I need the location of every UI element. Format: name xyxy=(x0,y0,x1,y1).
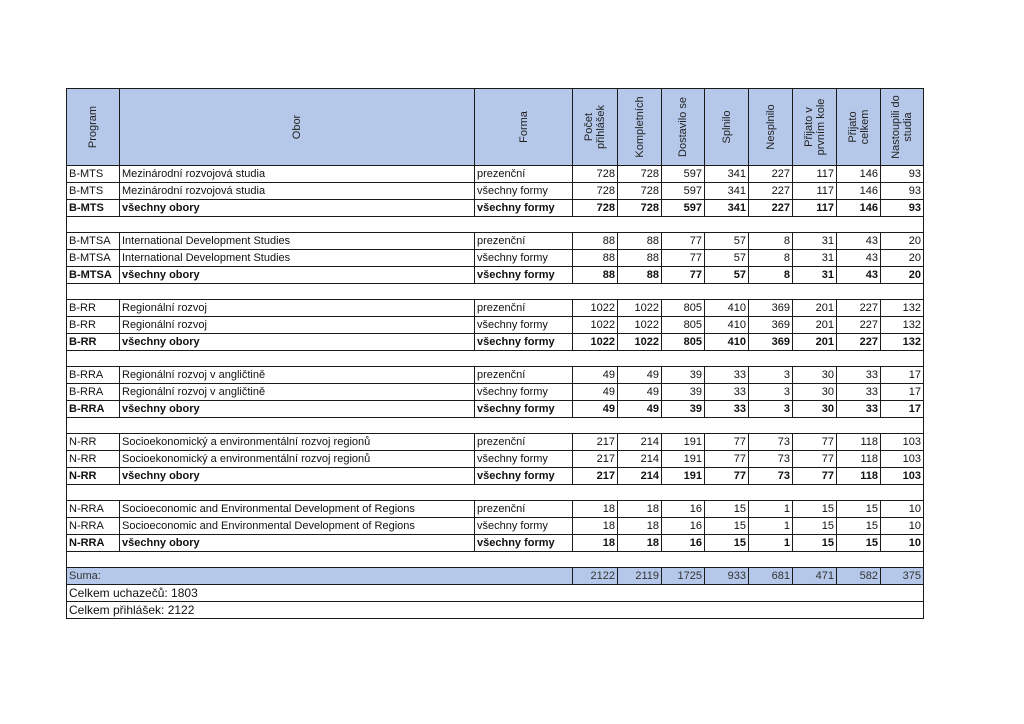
table-row xyxy=(67,166,924,183)
cell-value: 132 xyxy=(881,334,924,351)
cell-value: 8 xyxy=(749,267,793,284)
table-row xyxy=(67,367,924,384)
cell-obor: všechny obory xyxy=(120,334,475,351)
cell-value: 201 xyxy=(793,317,837,334)
cell-value: 805 xyxy=(662,317,705,334)
header-label: Počet xyxy=(583,112,595,142)
header-label: Přijato v xyxy=(802,107,815,147)
cell-program: N-RR xyxy=(67,434,120,451)
cell-value: 1022 xyxy=(618,317,662,334)
cell-value: 39 xyxy=(662,401,705,418)
cell-value: 3 xyxy=(749,367,793,384)
cell-value: 18 xyxy=(573,518,618,535)
cell-forma: všechny formy xyxy=(475,250,573,267)
total-applications: Celkem přihlášek: 2122 xyxy=(67,602,924,619)
cell-value: 31 xyxy=(793,250,837,267)
cell-value: 597 xyxy=(662,166,705,183)
cell-value: 15 xyxy=(705,518,749,535)
cell-value: 77 xyxy=(705,468,749,485)
cell-value: 10 xyxy=(881,535,924,552)
cell-value: 93 xyxy=(881,183,924,200)
cell-value: 15 xyxy=(793,535,837,552)
cell-value: 103 xyxy=(881,451,924,468)
cell-value: 1 xyxy=(749,501,793,518)
cell-value: 728 xyxy=(573,183,618,200)
cell-forma: prezenční xyxy=(475,300,573,317)
cell-value: 1022 xyxy=(573,317,618,334)
cell-forma: všechny formy xyxy=(475,317,573,334)
cell-value: 132 xyxy=(881,317,924,334)
header-prijato-celkem xyxy=(837,89,881,166)
table-row xyxy=(67,233,924,250)
cell-value: 15 xyxy=(793,518,837,535)
cell-value: 18 xyxy=(573,501,618,518)
suma-row xyxy=(67,568,924,585)
cell-obor: Socioeconomic and Environmental Development of Regions xyxy=(120,518,475,535)
cell-obor: Regionální rozvoj xyxy=(120,300,475,317)
cell-value: 3 xyxy=(749,401,793,418)
cell-obor: Socioekonomický a environmentální rozvoj regionů xyxy=(120,451,475,468)
cell-value: 77 xyxy=(662,250,705,267)
cell-value: 88 xyxy=(573,233,618,250)
header-label: Forma xyxy=(517,111,530,143)
suma-value: 2122 xyxy=(573,568,618,585)
cell-value: 57 xyxy=(705,250,749,267)
cell-forma: všechny formy xyxy=(475,468,573,485)
cell-program: B-MTS xyxy=(67,166,120,183)
cell-value: 73 xyxy=(749,434,793,451)
cell-obor: Regionální rozvoj v angličtině xyxy=(120,367,475,384)
cell-obor: International Development Studies xyxy=(120,233,475,250)
cell-value: 227 xyxy=(749,183,793,200)
header-label: Obor xyxy=(291,114,303,140)
cell-value: 33 xyxy=(837,384,881,401)
cell-value: 18 xyxy=(618,501,662,518)
cell-value: 33 xyxy=(705,384,749,401)
spacer-cell xyxy=(67,284,924,300)
admissions-table-sheet xyxy=(66,88,924,619)
cell-value: 39 xyxy=(662,384,705,401)
cell-obor: International Development Studies xyxy=(120,250,475,267)
cell-value: 16 xyxy=(662,518,705,535)
cell-value: 201 xyxy=(793,300,837,317)
cell-value: 49 xyxy=(573,401,618,418)
cell-value: 15 xyxy=(837,518,881,535)
cell-value: 73 xyxy=(749,468,793,485)
header-row xyxy=(67,89,924,166)
header-nastoupili-do-studia xyxy=(881,89,924,166)
header-program xyxy=(67,89,120,166)
group-spacer-row xyxy=(67,351,924,367)
suma-value: 681 xyxy=(749,568,793,585)
cell-value: 88 xyxy=(618,233,662,250)
cell-value: 17 xyxy=(881,367,924,384)
cell-value: 117 xyxy=(793,166,837,183)
cell-value: 217 xyxy=(573,451,618,468)
cell-value: 214 xyxy=(618,434,662,451)
cell-value: 1022 xyxy=(573,334,618,351)
cell-program: B-RR xyxy=(67,317,120,334)
cell-value: 18 xyxy=(618,518,662,535)
cell-value: 410 xyxy=(705,334,749,351)
cell-program: B-RR xyxy=(67,300,120,317)
cell-value: 10 xyxy=(881,501,924,518)
cell-value: 1022 xyxy=(618,300,662,317)
cell-value: 227 xyxy=(837,334,881,351)
cell-forma: všechny formy xyxy=(475,384,573,401)
cell-obor: všechny obory xyxy=(120,401,475,418)
cell-value: 191 xyxy=(662,434,705,451)
cell-program: N-RR xyxy=(67,468,120,485)
group-spacer-row xyxy=(67,284,924,300)
cell-value: 214 xyxy=(618,468,662,485)
cell-obor: Mezinárodní rozvojová studia xyxy=(120,183,475,200)
cell-value: 43 xyxy=(837,267,881,284)
header-nesplnilo xyxy=(749,89,793,166)
cell-program: N-RR xyxy=(67,451,120,468)
cell-value: 18 xyxy=(618,535,662,552)
cell-forma: všechny formy xyxy=(475,267,573,284)
cell-forma: všechny formy xyxy=(475,334,573,351)
table-row xyxy=(67,501,924,518)
cell-value: 227 xyxy=(749,166,793,183)
table-row xyxy=(67,384,924,401)
header-forma xyxy=(475,89,573,166)
header-label: studia xyxy=(902,112,914,142)
cell-value: 15 xyxy=(705,501,749,518)
cell-value: 16 xyxy=(662,501,705,518)
table-row xyxy=(67,267,924,284)
cell-value: 18 xyxy=(573,535,618,552)
cell-value: 88 xyxy=(573,250,618,267)
cell-program: B-RRA xyxy=(67,384,120,401)
spacer-cell xyxy=(67,351,924,367)
cell-value: 146 xyxy=(837,200,881,217)
cell-value: 57 xyxy=(705,267,749,284)
table-row xyxy=(67,334,924,351)
spacer-cell xyxy=(67,485,924,501)
cell-value: 10 xyxy=(881,518,924,535)
cell-forma: všechny formy xyxy=(475,518,573,535)
table-row xyxy=(67,451,924,468)
cell-value: 31 xyxy=(793,267,837,284)
cell-value: 77 xyxy=(793,434,837,451)
cell-value: 728 xyxy=(573,200,618,217)
cell-value: 217 xyxy=(573,434,618,451)
group-spacer-row xyxy=(67,485,924,501)
header-label: prvním kole xyxy=(814,98,827,156)
header-label: Nastoupili do xyxy=(890,95,902,159)
cell-value: 117 xyxy=(793,200,837,217)
suma-value: 933 xyxy=(705,568,749,585)
cell-obor: Regionální rozvoj v angličtině xyxy=(120,384,475,401)
cell-value: 191 xyxy=(662,468,705,485)
cell-forma: všechny formy xyxy=(475,183,573,200)
table-row xyxy=(67,535,924,552)
cell-value: 3 xyxy=(749,384,793,401)
cell-value: 597 xyxy=(662,183,705,200)
header-label: Splnilo xyxy=(720,110,733,144)
header-prijato-v-prvnim-kole xyxy=(793,89,837,166)
cell-value: 728 xyxy=(618,183,662,200)
cell-value: 16 xyxy=(662,535,705,552)
cell-value: 8 xyxy=(749,250,793,267)
cell-value: 30 xyxy=(793,367,837,384)
suma-value: 1725 xyxy=(662,568,705,585)
cell-value: 1022 xyxy=(573,300,618,317)
cell-value: 77 xyxy=(793,451,837,468)
header-label: Dostavilo se xyxy=(677,97,689,157)
cell-value: 88 xyxy=(573,267,618,284)
cell-forma: prezenční xyxy=(475,233,573,250)
cell-forma: prezenční xyxy=(475,166,573,183)
group-spacer-row xyxy=(67,418,924,434)
table-row xyxy=(67,518,924,535)
header-label: Nesplnilo xyxy=(764,104,777,150)
cell-obor: Socioeconomic and Environmental Development of Regions xyxy=(120,501,475,518)
cell-obor: všechny obory xyxy=(120,468,475,485)
cell-value: 88 xyxy=(618,250,662,267)
header-label: Přijato xyxy=(846,111,859,143)
cell-value: 33 xyxy=(837,401,881,418)
cell-value: 31 xyxy=(793,233,837,250)
cell-value: 49 xyxy=(618,384,662,401)
cell-value: 15 xyxy=(837,535,881,552)
table-row xyxy=(67,183,924,200)
cell-forma: prezenční xyxy=(475,501,573,518)
cell-program: B-MTSA xyxy=(67,250,120,267)
cell-value: 8 xyxy=(749,233,793,250)
cell-value: 805 xyxy=(662,300,705,317)
cell-value: 15 xyxy=(837,501,881,518)
cell-value: 30 xyxy=(793,384,837,401)
cell-value: 33 xyxy=(837,367,881,384)
cell-obor: všechny obory xyxy=(120,535,475,552)
total-applicants: Celkem uchazečů: 1803 xyxy=(67,585,924,602)
table-body xyxy=(67,166,924,619)
cell-obor: Socioekonomický a environmentální rozvoj regionů xyxy=(120,434,475,451)
header-splnilo xyxy=(705,89,749,166)
cell-value: 43 xyxy=(837,250,881,267)
cell-value: 597 xyxy=(662,200,705,217)
suma-label: Suma: xyxy=(67,568,573,585)
cell-program: N-RRA xyxy=(67,501,120,518)
cell-value: 410 xyxy=(705,317,749,334)
suma-value: 471 xyxy=(793,568,837,585)
cell-value: 17 xyxy=(881,401,924,418)
cell-value: 103 xyxy=(881,468,924,485)
cell-obor: všechny obory xyxy=(120,200,475,217)
header-obor xyxy=(120,89,475,166)
cell-value: 1022 xyxy=(618,334,662,351)
table-row xyxy=(67,317,924,334)
group-spacer-row xyxy=(67,217,924,233)
cell-program: B-RRA xyxy=(67,367,120,384)
cell-obor: Mezinárodní rozvojová studia xyxy=(120,166,475,183)
header-label: Kompletních xyxy=(633,96,646,158)
cell-value: 728 xyxy=(618,166,662,183)
cell-value: 191 xyxy=(662,451,705,468)
cell-forma: všechny formy xyxy=(475,401,573,418)
cell-value: 57 xyxy=(705,233,749,250)
spacer-cell xyxy=(67,552,924,568)
cell-program: B-RR xyxy=(67,334,120,351)
table-row xyxy=(67,434,924,451)
table-row xyxy=(67,401,924,418)
cell-value: 132 xyxy=(881,300,924,317)
table-row xyxy=(67,468,924,485)
cell-value: 118 xyxy=(837,434,881,451)
cell-forma: všechny formy xyxy=(475,535,573,552)
cell-value: 1 xyxy=(749,518,793,535)
cell-value: 217 xyxy=(573,468,618,485)
cell-value: 728 xyxy=(618,200,662,217)
cell-value: 43 xyxy=(837,233,881,250)
header-label: Program xyxy=(87,105,99,149)
cell-value: 33 xyxy=(705,367,749,384)
cell-obor: Regionální rozvoj xyxy=(120,317,475,334)
cell-value: 49 xyxy=(618,367,662,384)
cell-value: 33 xyxy=(705,401,749,418)
cell-value: 20 xyxy=(881,267,924,284)
cell-value: 227 xyxy=(837,300,881,317)
cell-value: 410 xyxy=(705,300,749,317)
header-dostavilo-se xyxy=(662,89,705,166)
cell-forma: prezenční xyxy=(475,434,573,451)
cell-value: 77 xyxy=(705,434,749,451)
suma-value: 2119 xyxy=(618,568,662,585)
table-row xyxy=(67,250,924,267)
cell-program: B-MTS xyxy=(67,183,120,200)
admissions-table xyxy=(66,88,924,619)
cell-program: B-RRA xyxy=(67,401,120,418)
cell-value: 214 xyxy=(618,451,662,468)
header-kompletnich xyxy=(618,89,662,166)
cell-value: 227 xyxy=(837,317,881,334)
cell-value: 15 xyxy=(705,535,749,552)
cell-value: 15 xyxy=(793,501,837,518)
cell-value: 39 xyxy=(662,367,705,384)
cell-value: 117 xyxy=(793,183,837,200)
cell-value: 227 xyxy=(749,200,793,217)
cell-value: 369 xyxy=(749,334,793,351)
cell-value: 118 xyxy=(837,468,881,485)
cell-program: B-MTSA xyxy=(67,267,120,284)
cell-value: 118 xyxy=(837,451,881,468)
cell-value: 77 xyxy=(662,267,705,284)
suma-value: 582 xyxy=(837,568,881,585)
header-label: přihlášek xyxy=(595,104,607,150)
cell-value: 93 xyxy=(881,200,924,217)
cell-value: 77 xyxy=(705,451,749,468)
table-row xyxy=(67,200,924,217)
cell-program: N-RRA xyxy=(67,518,120,535)
cell-value: 146 xyxy=(837,166,881,183)
cell-program: B-MTS xyxy=(67,200,120,217)
cell-value: 30 xyxy=(793,401,837,418)
cell-value: 146 xyxy=(837,183,881,200)
cell-value: 201 xyxy=(793,334,837,351)
cell-forma: prezenční xyxy=(475,367,573,384)
cell-program: N-RRA xyxy=(67,535,120,552)
cell-value: 49 xyxy=(573,384,618,401)
cell-forma: všechny formy xyxy=(475,200,573,217)
cell-value: 20 xyxy=(881,233,924,250)
cell-value: 73 xyxy=(749,451,793,468)
spacer-cell xyxy=(67,418,924,434)
group-spacer-row xyxy=(67,552,924,568)
cell-value: 1 xyxy=(749,535,793,552)
cell-value: 20 xyxy=(881,250,924,267)
cell-value: 49 xyxy=(573,367,618,384)
cell-forma: všechny formy xyxy=(475,451,573,468)
total-applicants-row xyxy=(67,585,924,602)
cell-value: 17 xyxy=(881,384,924,401)
cell-value: 728 xyxy=(573,166,618,183)
cell-value: 93 xyxy=(881,166,924,183)
suma-value: 375 xyxy=(881,568,924,585)
cell-value: 88 xyxy=(618,267,662,284)
header-label: celkem xyxy=(858,109,871,145)
cell-value: 341 xyxy=(705,200,749,217)
cell-value: 49 xyxy=(618,401,662,418)
cell-value: 341 xyxy=(705,183,749,200)
cell-value: 77 xyxy=(662,233,705,250)
cell-value: 341 xyxy=(705,166,749,183)
cell-value: 805 xyxy=(662,334,705,351)
cell-value: 103 xyxy=(881,434,924,451)
cell-obor: všechny obory xyxy=(120,267,475,284)
cell-value: 369 xyxy=(749,317,793,334)
table-row xyxy=(67,300,924,317)
cell-program: B-MTSA xyxy=(67,233,120,250)
spacer-cell xyxy=(67,217,924,233)
cell-value: 77 xyxy=(793,468,837,485)
cell-value: 369 xyxy=(749,300,793,317)
total-applications-row xyxy=(67,602,924,619)
header-pocet-prihlasek xyxy=(573,89,618,166)
